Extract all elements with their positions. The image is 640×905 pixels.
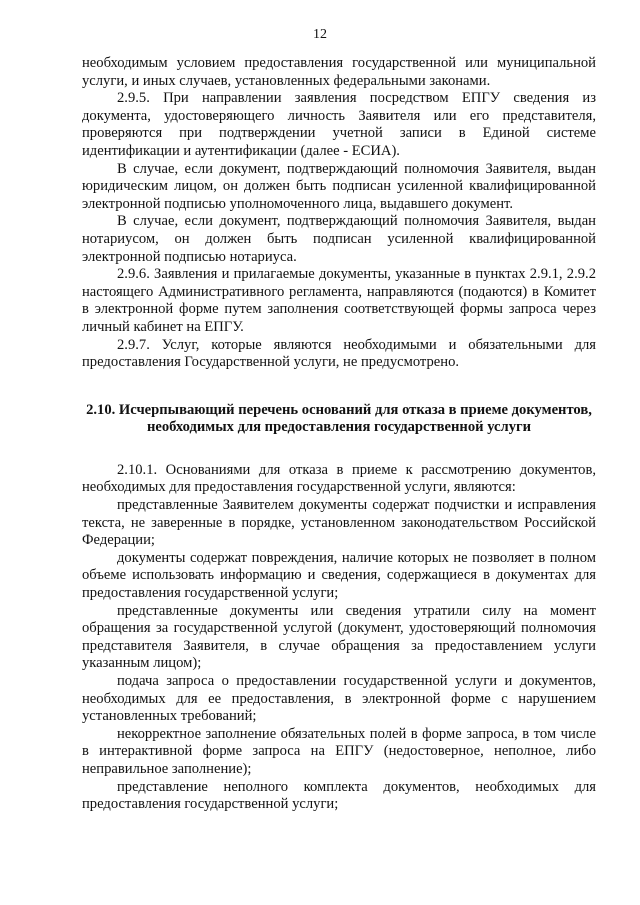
paragraph-notary-signature: В случае, если документ, подтверждающий полномочия Заявителя, выдан нотариусом, он должен быть подписан усиленной квалифицированной электронной подписью нотариуса. xyxy=(82,213,596,265)
page-number: 12 xyxy=(313,27,327,42)
list-item-corrections: представленные Заявителем документы содержат подчистки и исправления текста, не заверенные в порядке, установленном законодательством Российской Федерации; xyxy=(82,497,596,549)
list-item-incorrect-fields: некорректное заполнение обязательных полей в форме запроса, в том числе в интерактивной форме запроса на ЕПГУ (недостоверное, неполное, либо неправильное заполнение); xyxy=(82,725,596,777)
document-body xyxy=(82,55,596,814)
paragraph-2-9-5: 2.9.5. При направлении заявления посредством ЕПГУ сведения из документа, удостоверяющего личность Заявителя или его представителя, проверяются при подтверждении учетной записи в Единой системе идентификации и аутентификации (далее - ЕСИА). xyxy=(82,90,596,159)
paragraph-legal-entity-signature: В случае, если документ, подтверждающий полномочия Заявителя, выдан юридическим лицом, он должен быть подписан усиленной квалифицированной электронной подписью уполномоченного лица, выдавшего документ. xyxy=(82,160,596,212)
paragraph-continuation: необходимым условием предоставления государственной или муниципальной услуги, и иных случаев, установленных федеральными законами. xyxy=(82,55,596,89)
list-item-electronic-violation: подача запроса о предоставлении государственной услуги и документов, необходимых для ее предоставления, в электронной форме с нарушением установленных требований; xyxy=(82,673,596,725)
list-item-damage: документы содержат повреждения, наличие которых не позволяет в полном объеме использовать информацию и сведения, содержащиеся в документах для предоставления государственной услуги; xyxy=(82,549,596,602)
list-item-expired: представленные документы или сведения утратили силу на момент обращения за государственной услугой (документ, удостоверяющий полномочия представителя Заявителя, в случае обращения за предоставлением услуги указанным лицом); xyxy=(82,602,596,672)
paragraph-2-9-7: 2.9.7. Услуг, которые являются необходимыми и обязательными для предоставления Государственной услуги, не предусмотрено. xyxy=(82,336,596,371)
paragraph-2-9-6: 2.9.6. Заявления и прилагаемые документы, указанные в пунктах 2.9.1, 2.9.2 настоящего Административного регламента, направляются (подаются) в Комитет в электронной форме путем заполнения соответствующей формы запроса через личный кабинет на ЕПГУ. xyxy=(82,266,596,335)
paragraph-2-10-1: 2.10.1. Основаниями для отказа в приеме к рассмотрению документов, необходимых для предоставления государственной услуги, являются: xyxy=(82,461,596,496)
spacer xyxy=(82,437,596,462)
spacer xyxy=(82,372,596,402)
section-heading-2-10: 2.10. Исчерпывающий перечень оснований для отказа в приеме документов, необходимых для предоставления государственной услуги xyxy=(86,401,592,436)
list-item-incomplete-set: представление неполного комплекта документов, необходимых для предоставления государственной услуги; xyxy=(82,778,596,813)
